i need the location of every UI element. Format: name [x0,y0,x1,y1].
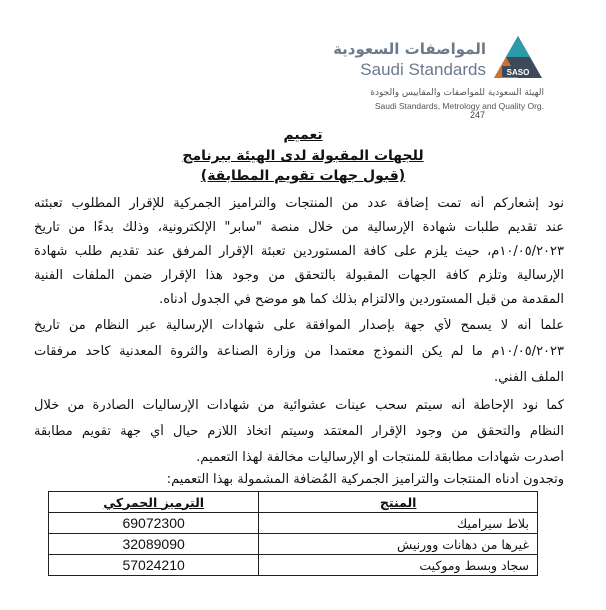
body-line: ١٠/٠٥/٢٠٢٣م ما لم يكن النموذج معتمداً من وزارة الصناعة والثروة المعدنية كأحد مرفقات [34,344,564,359]
body-line: الملف الفني. [493,370,564,385]
table-header-row [49,492,538,513]
saso-logo-icon [492,34,544,84]
logo-arabic-text: المواصفات السعودية [333,40,486,58]
body-line: الإرسالية وتلزم كافة الجهات المقبولة بالتحقق من وجود هذا الإقرار ضمن الملفات الفنية [34,268,564,283]
table-row [49,534,538,555]
logo-badge-text: SASO [506,68,530,77]
code-cell: 57024210 [49,555,259,576]
org-name-english: Saudi Standards, Metrology and Quality Org. [374,101,544,111]
body-line: عند تقديم طلبات شهادة الإرسالية من خلال منصة "سابر" الإلكترونية، وذلك بدءًا من تاريخ [34,220,564,235]
body-line: أصدرت شهادات مطابقة للمنتجات أو الإرساليات مخالفة لهذا التعميم. [196,450,564,465]
letterhead [333,28,544,123]
code-cell: 69072300 [49,513,259,534]
body-line: وتجدون أدناه المنتجات والترامیز الجمركية المُضافة المشمولة بهذا التعميم: [166,472,564,487]
body-line: النظام والتحقق من وجود الإقرار المعتمَد وسيتم اتخاذ اللازم حيال أي جهة تقويم مطابقة [34,424,564,439]
document-subtitle: للجهات المقبولة لدى الهيئة ببرنامج [182,148,424,164]
code-cell: 32089090 [49,534,259,555]
page-number: 247 [470,110,486,120]
body-line: علماً أنه لا يسمح لأي جهة بإصدار الموافقة على شهادات الإرسالية عبر النظام من تاريخ [34,318,564,333]
document-program-name: (قبول جهات تقويم المطابقة) [200,168,406,184]
body-line: نود إشعاركم أنه تمت إضافة عدد من المنتجات والترامیز الجمركية للإقرار المطلوب تعبئته [34,196,564,211]
body-line: كما نود الإحاطة أنه سيتم سحب عينات عشوائية من شهادات الإرساليات الصادرة من خلال [34,398,564,413]
header-product: المنتج [259,492,538,513]
product-cell: غيرها من دهانات وورنيش [259,534,538,555]
product-cell: سجاد وبسط وموكيت [259,555,538,576]
product-cell: بلاط سيراميك [259,513,538,534]
table-row [49,555,538,576]
products-table [48,491,538,576]
document-title: تعميم [283,127,323,143]
logo-english-text: Saudi Standards [360,60,486,79]
table-row [49,513,538,534]
org-name-arabic: الهيئة السعودية للمواصفات والمقاييس والجودة [370,88,544,98]
body-line: ١٠/٠٥/٢٠٢٣م، حيث يلزم على كافة المستوردين تعبئة الإقرار المرفق عند تقديم طلب شهادة [34,244,564,259]
body-line: المقدمة من قبل المستوردين والالتزام بذلك كما هو موضح في الجدول أدناه. [159,292,564,307]
header-customs-code: الترميز الجمركي [49,492,259,513]
